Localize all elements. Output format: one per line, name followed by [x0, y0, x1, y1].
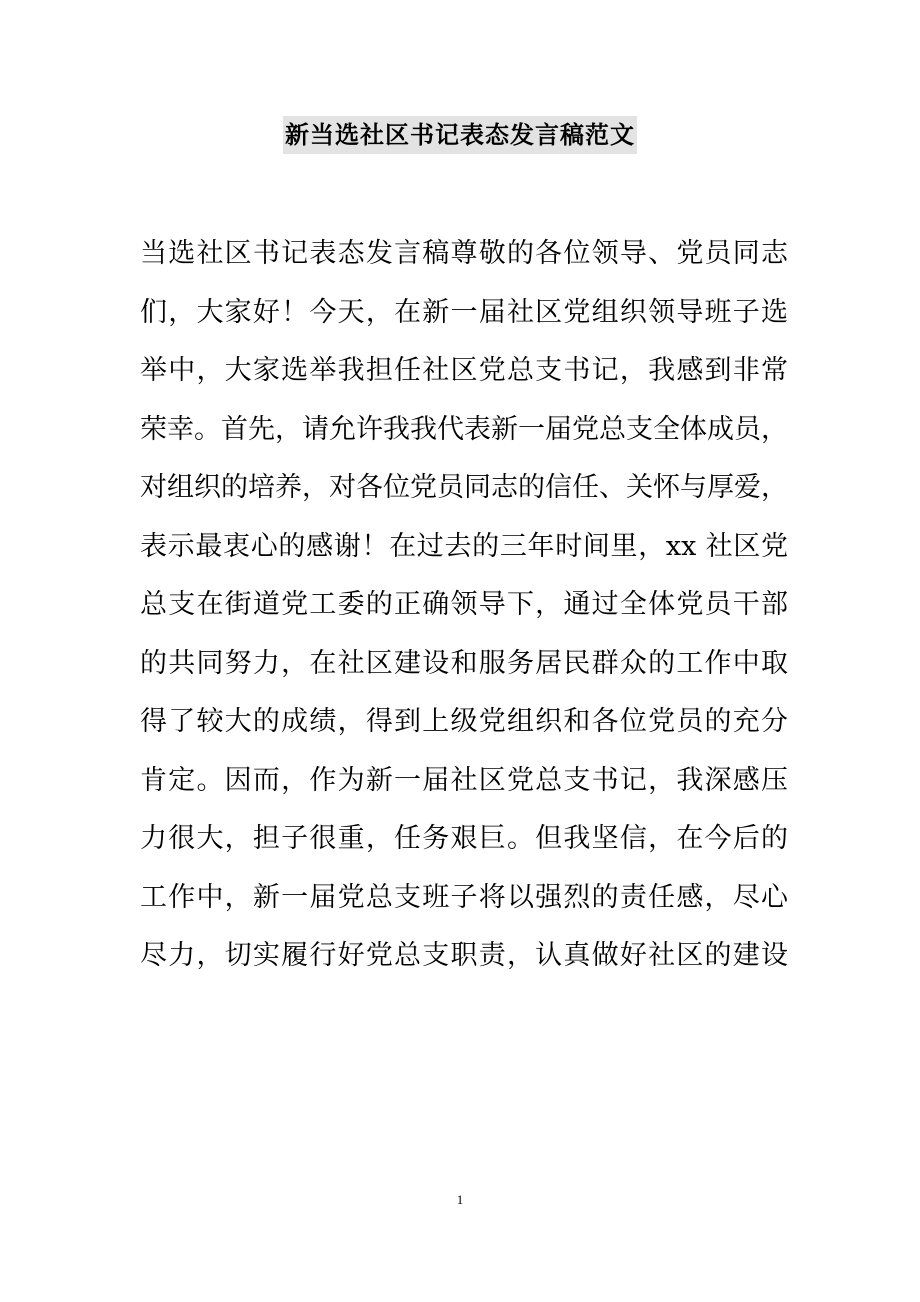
- body-line: 荣幸。首先，请允许我我代表新一届党总支全体成员，: [140, 413, 788, 445]
- body-line: 表示最衷心的感谢！在过去的三年时间里，xx 社区党: [140, 530, 788, 562]
- body-line: 的共同努力，在社区建设和服务居民群众的工作中取: [140, 647, 788, 679]
- body-line: 肯定。因而，作为新一届社区党总支书记，我深感压: [140, 764, 788, 796]
- body-line: 对组织的培养，对各位党员同志的信任、关怀与厚爱，: [140, 472, 788, 503]
- body-line: 总支在街道党工委的正确领导下，通过全体党员干部: [140, 589, 788, 620]
- title-container: [0, 116, 920, 154]
- body-line: 举中，大家选举我担任社区党总支书记，我感到非常: [140, 355, 788, 386]
- body-line: 当选社区书记表态发言稿尊敬的各位领导、党员同志: [140, 238, 788, 269]
- body-line: 工作中，新一届党总支班子将以强烈的责任感，尽心: [140, 881, 788, 913]
- body-line: 尽力，切实履行好党总支职责，认真做好社区的建设: [140, 940, 788, 971]
- page-number: 1: [456, 1192, 464, 1207]
- body-line: 得了较大的成绩，得到上级党组织和各位党员的充分: [140, 706, 788, 737]
- body-line: 们，大家好！今天，在新一届社区党组织领导班子选: [140, 296, 788, 328]
- document-title: 新当选社区书记表态发言稿范文: [283, 116, 637, 154]
- document-body: [140, 230, 788, 991]
- body-line: 力很大，担子很重，任务艰巨。但我坚信，在今后的: [140, 823, 788, 854]
